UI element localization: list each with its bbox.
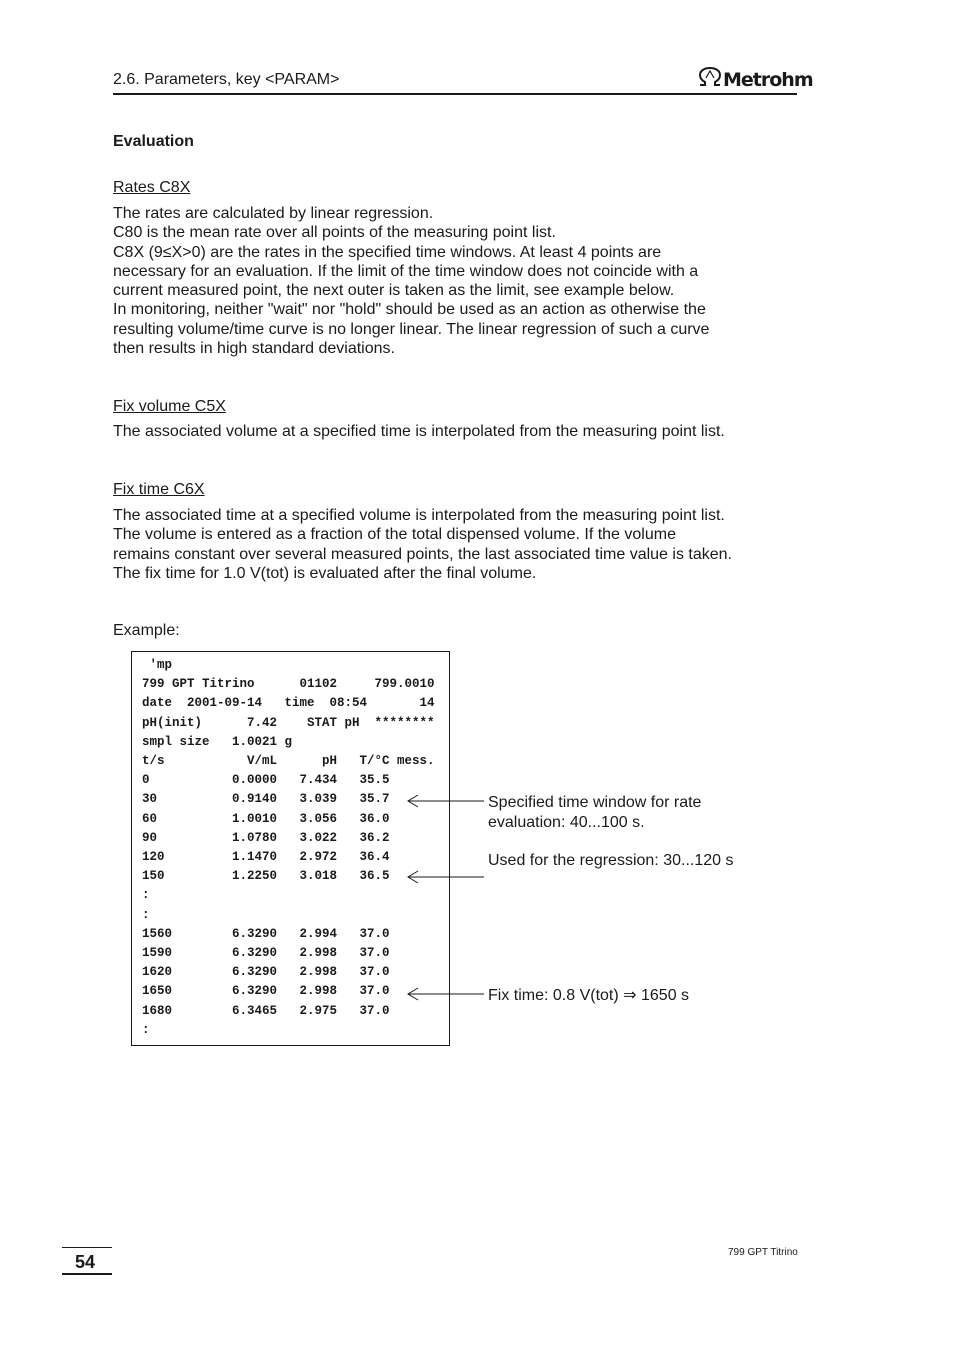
printout-line: 60 1.0010 3.056 36.0 bbox=[142, 811, 390, 826]
rates-line-2: C80 is the mean rate over all points of the measuring point list. bbox=[113, 224, 556, 242]
printout-line: t/s V/mL pH T/°C mess. bbox=[142, 754, 435, 768]
printout-line: : bbox=[142, 1022, 150, 1037]
rates-text bbox=[113, 204, 733, 358]
header-rule bbox=[113, 93, 797, 95]
omega-icon bbox=[697, 66, 723, 93]
footer-rule bbox=[62, 1273, 112, 1275]
printout-line: date 2001-09-14 time 08:54 14 bbox=[142, 696, 435, 711]
printout-line: 90 1.0780 3.022 36.2 bbox=[142, 830, 390, 845]
fix-volume-text: The associated volume at a specified time is interpolated from the measuring point list. bbox=[113, 423, 725, 440]
fix-time-paragraph-2: The fix time for 1.0 V(tot) is evaluated after the final volume. bbox=[113, 564, 537, 582]
printout-line: 30 0.9140 3.039 35.7 bbox=[142, 792, 390, 807]
rates-line-3: C8X (9≤X>0) are the rates in the specified time windows. At least 4 points are necessary for an evaluation. If the limit of the time window does not coincide with a current measured point, the next outer is taken as the limit, see example below. bbox=[113, 243, 699, 300]
printout-line: 0 0.0000 7.434 35.5 bbox=[142, 773, 390, 788]
rates-line-1: The rates are calculated by linear regression. bbox=[113, 205, 434, 222]
fix-time-subheading: Fix time C6X bbox=[113, 481, 205, 498]
printout-line: : bbox=[142, 888, 150, 903]
printout-line: 1680 6.3465 2.975 37.0 bbox=[142, 1003, 390, 1018]
fix-volume-subheading: Fix volume C5X bbox=[113, 398, 226, 415]
document-name: 799 GPT Titrino bbox=[728, 1247, 798, 1258]
rates-subheading: Rates C8X bbox=[113, 179, 191, 196]
annotation-fixtime: Fix time: 0.8 V(tot) ⇒ 1650 s bbox=[488, 987, 690, 1004]
example-label: Example: bbox=[113, 622, 180, 639]
page-number: 54 bbox=[75, 1252, 96, 1272]
printout-line: 799 GPT Titrino 01102 799.0010 bbox=[142, 677, 435, 692]
printout-line: 1650 6.3290 2.998 37.0 bbox=[142, 984, 390, 999]
printout-line: 150 1.2250 3.018 36.5 bbox=[142, 869, 390, 884]
printout-line: 1620 6.3290 2.998 37.0 bbox=[142, 965, 390, 980]
printout-line: smpl size 1.0021 g bbox=[142, 734, 293, 749]
printout-line: 1590 6.3290 2.998 37.0 bbox=[142, 946, 390, 960]
rates-line-4: In monitoring, neither "wait" nor "hold" should be used as an action as otherwise the resulting volume/time curve is no longer linear. The linear regression of such a curve then results in high standard deviations. bbox=[113, 301, 710, 358]
printout-line: : bbox=[142, 907, 150, 922]
printout-line: 1560 6.3290 2.994 37.0 bbox=[142, 926, 390, 941]
footer-top-rule bbox=[62, 1247, 112, 1248]
fixtime-arrow bbox=[408, 988, 484, 1000]
printout-line: 'mp bbox=[142, 658, 173, 672]
printout-line: 120 1.1470 2.972 36.4 bbox=[142, 850, 390, 864]
regression-arrow bbox=[408, 871, 484, 883]
metrohm-logo bbox=[697, 66, 813, 93]
window-arrow bbox=[408, 795, 484, 807]
header-title: 2.6. Parameters, key <PARAM> bbox=[113, 71, 340, 88]
fix-time-text bbox=[113, 506, 733, 583]
section-heading: Evaluation bbox=[113, 133, 194, 150]
annotation-arrows bbox=[400, 785, 490, 1005]
fix-time-paragraph: The associated time at a specified volume is interpolated from the measuring point list. The volume is entered as a fraction of the total dispensed volume. If the volume remains constant over several measured points, the last associated time value is taken. bbox=[113, 507, 732, 563]
annotation-window: Specified time window for rate evaluation: 40...100 s. bbox=[488, 794, 702, 831]
printout-line: pH(init) 7.42 STAT pH ******** bbox=[142, 715, 435, 730]
logo-text: Metrohm bbox=[723, 68, 813, 91]
annotation-regression: Used for the regression: 30...120 s bbox=[488, 852, 734, 869]
